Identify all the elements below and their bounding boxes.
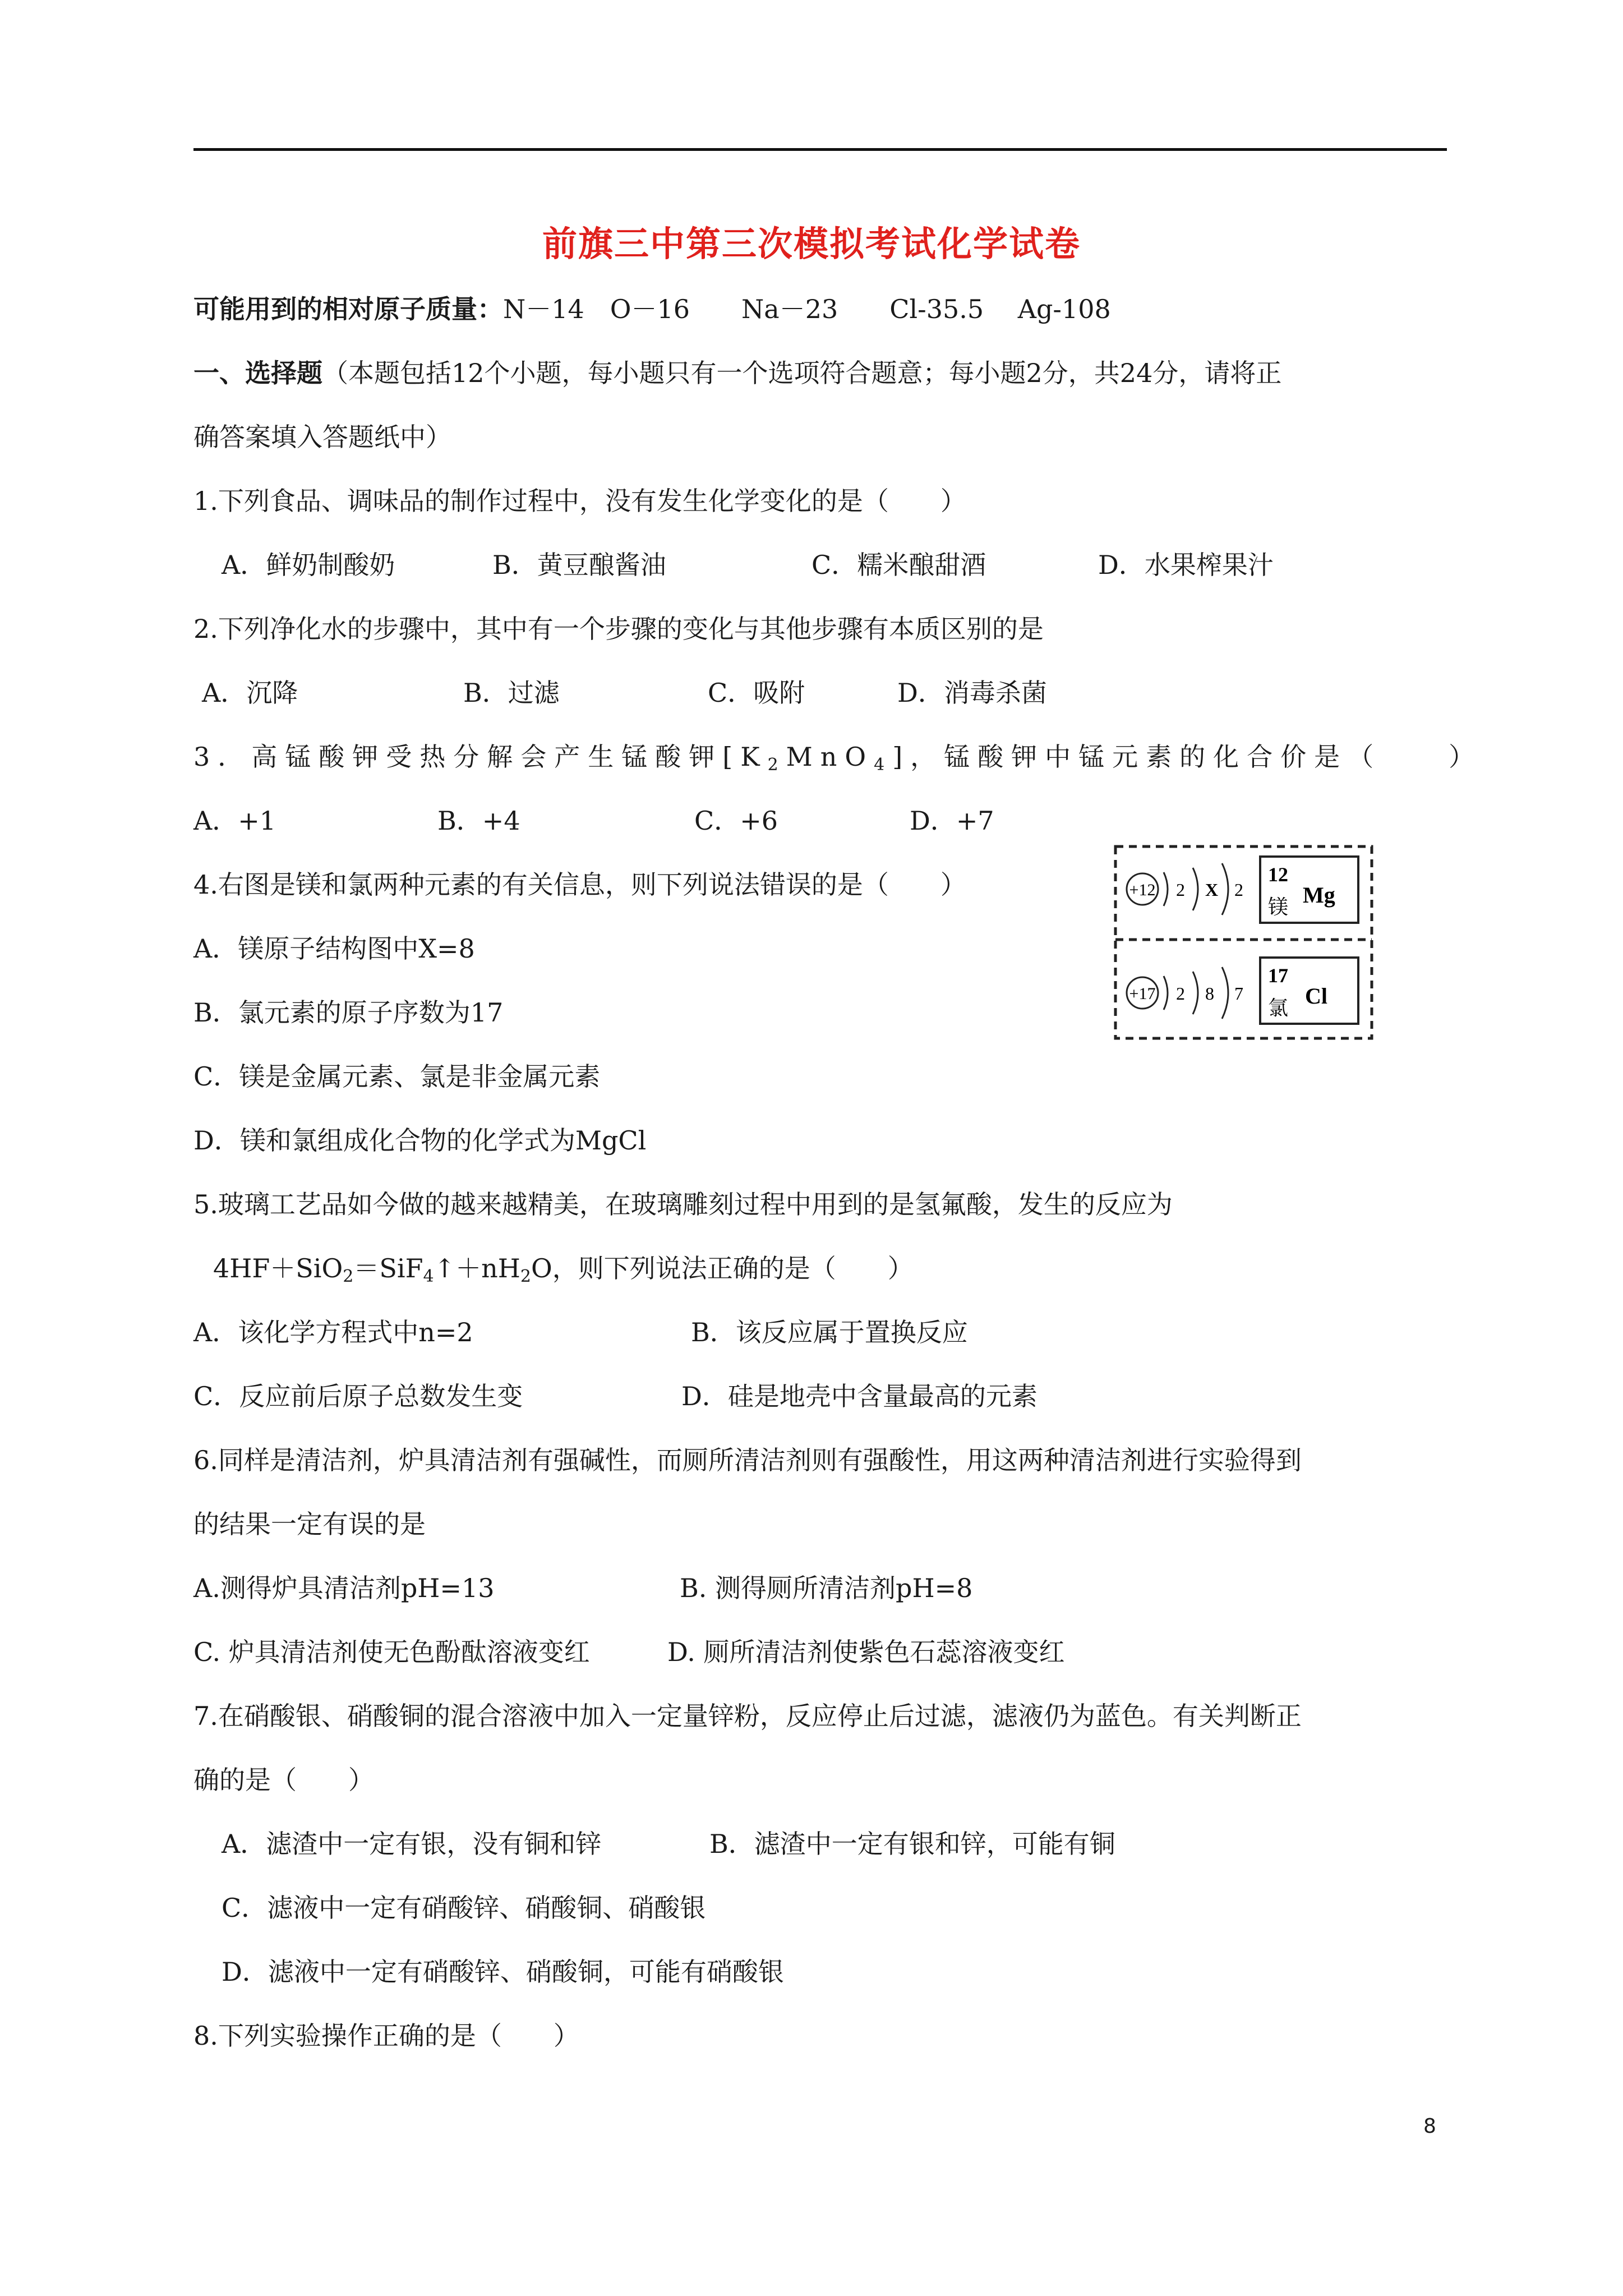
cl-element-card bbox=[1260, 958, 1358, 1024]
q6-option-b: B. 测得厕所清洁剂pH=8 bbox=[680, 1573, 973, 1603]
q3-option-b: B．+4 bbox=[437, 806, 520, 836]
cl-element-symbol: Cl bbox=[1305, 983, 1327, 1009]
q7-option-c: C．滤液中一定有硝酸锌、硝酸铜、硝酸银 bbox=[222, 1893, 706, 1923]
section1-desc: （本题包括12个小题，每小题只有一个选项符合题意；每小题2分，共24分，请将正 bbox=[322, 358, 1282, 388]
q5-eq-part-1: 4HF＋SiO bbox=[213, 1253, 343, 1283]
q2-stem: 2.下列净化水的步骤中，其中有一个步骤的变化与其他步骤有本质区别的是 bbox=[193, 614, 1044, 644]
q5-eq-part-2: ＝SiF bbox=[353, 1253, 423, 1283]
q7-stem-cont: 确的是（ ） bbox=[193, 1765, 374, 1795]
q5-eq-sub-3: 2 bbox=[520, 1267, 531, 1286]
q1-option-b: B．黄豆酿酱油 bbox=[492, 550, 666, 580]
q4-option-a: A．镁原子结构图中X=8 bbox=[193, 933, 475, 964]
q2-option-d: D．消毒杀菌 bbox=[897, 678, 1047, 708]
atomic-mass-values: N－14 O－16 Na－23 Cl-35.5 Ag-108 bbox=[503, 294, 1111, 324]
q5-eq-sub-2: 4 bbox=[423, 1267, 434, 1286]
mg-shell-3: 2 bbox=[1234, 880, 1243, 900]
q5-option-a: A．该化学方程式中n=2 bbox=[193, 1317, 473, 1347]
q4-stem: 4.右图是镁和氯两种元素的有关信息，则下列说法错误的是（ ） bbox=[193, 869, 966, 900]
page-number: 8 bbox=[1423, 2115, 1436, 2138]
q5-equation bbox=[213, 1251, 914, 1294]
cl-shell-2: 8 bbox=[1205, 983, 1214, 1004]
q4-option-c: C．镁是金属元素、氯是非金属元素 bbox=[193, 1061, 601, 1092]
q1-option-a: A．鲜奶制酸奶 bbox=[222, 550, 395, 580]
q1-stem: 1.下列食品、调味品的制作过程中，没有发生化学变化的是（ ） bbox=[193, 486, 966, 516]
mg-element-symbol: Mg bbox=[1303, 882, 1335, 908]
q5-eq-sub-1: 2 bbox=[343, 1267, 354, 1286]
mg-element-card bbox=[1260, 857, 1358, 923]
cl-atomic-number: 17 bbox=[1268, 964, 1288, 987]
cl-element-name: 氯 bbox=[1268, 997, 1289, 1019]
q3-sub-1: 2 bbox=[767, 755, 786, 775]
q5-eq-part-3: ↑＋nH bbox=[434, 1253, 520, 1283]
q6-stem: 6.同样是清洁剂，炉具清洁剂有强碱性，而厕所清洁剂则有强酸性，用这两种清洁剂进行实验得到 bbox=[193, 1445, 1302, 1475]
cl-shell-1: 2 bbox=[1176, 983, 1185, 1004]
q5-stem: 5.玻璃工艺品如今做的越来越精美，在玻璃雕刻过程中用到的是氢氟酸，发生的反应为 bbox=[193, 1189, 1173, 1220]
mg-element-name: 镁 bbox=[1268, 896, 1289, 918]
q6-option-a: A.测得炉具清洁剂pH=13 bbox=[193, 1573, 495, 1603]
q4-option-d: D．镁和氯组成化合物的化学式为MgCl bbox=[193, 1125, 647, 1156]
q3-option-a: A．+1 bbox=[193, 806, 276, 836]
q2-option-c: C．吸附 bbox=[708, 678, 805, 708]
header-rule bbox=[193, 148, 1447, 151]
q7-option-b: B．滤渣中一定有银和锌，可能有铜 bbox=[709, 1829, 1115, 1859]
q1-option-c: C．糯米酿甜酒 bbox=[811, 550, 986, 580]
q3-stem bbox=[193, 739, 1482, 783]
section1-heading: 一、选择题 bbox=[193, 358, 322, 388]
q5-option-b: B．该反应属于置换反应 bbox=[691, 1317, 968, 1347]
q5-option-c: C．反应前后原子总数发生变 bbox=[193, 1381, 523, 1411]
q3-stem-pre: 3．高锰酸钾受热分解会产生锰酸钾[K bbox=[193, 742, 768, 772]
q7-stem: 7.在硝酸银、硝酸铜的混合溶液中加入一定量锌粉，反应停止后过滤，滤液仍为蓝色。有关判断正 bbox=[193, 1701, 1302, 1731]
section1-desc-cont: 确答案填入答题纸中） bbox=[193, 422, 451, 452]
q3-sub-2: 4 bbox=[874, 755, 893, 775]
q3-stem-post: ]，锰酸钾中锰元素的化合价是（ ） bbox=[892, 742, 1483, 772]
mg-atom-structure bbox=[1127, 863, 1243, 915]
q6-option-c: C. 炉具清洁剂使无色酚酞溶液变红 bbox=[193, 1637, 590, 1667]
mg-nucleus-charge: +12 bbox=[1129, 881, 1156, 899]
q2-option-a: A．沉降 bbox=[202, 678, 298, 708]
cl-atom-structure bbox=[1127, 967, 1243, 1019]
mg-shell-1: 2 bbox=[1176, 880, 1185, 900]
cl-nucleus-charge: +17 bbox=[1129, 984, 1156, 1003]
q7-option-d: D．滤液中一定有硝酸锌、硝酸铜，可能有硝酸银 bbox=[222, 1957, 784, 1987]
mg-cl-structure-diagram bbox=[1113, 844, 1374, 1041]
mg-atomic-number: 12 bbox=[1268, 863, 1288, 886]
q8-stem: 8.下列实验操作正确的是（ ） bbox=[193, 2021, 579, 2051]
q1-option-d: D．水果榨果汁 bbox=[1098, 550, 1274, 580]
atomic-mass-label: 可能用到的相对原子质量： bbox=[193, 294, 503, 324]
q4-option-b: B．氯元素的原子序数为17 bbox=[193, 997, 504, 1028]
q5-option-d: D．硅是地壳中含量最高的元素 bbox=[681, 1381, 1038, 1411]
q6-stem-cont: 的结果一定有误的是 bbox=[193, 1509, 426, 1539]
atomic-mass-line bbox=[193, 292, 1111, 326]
q2-option-b: B．过滤 bbox=[463, 678, 560, 708]
q7-option-a: A．滤渣中一定有银，没有铜和锌 bbox=[222, 1829, 602, 1859]
q3-stem-mid: MnO bbox=[786, 742, 874, 772]
q5-eq-part-4: O，则下列说法正确的是（ ） bbox=[531, 1253, 914, 1283]
section1-intro bbox=[193, 356, 1281, 390]
mg-shell-2: X bbox=[1205, 880, 1219, 900]
q3-option-c: C．+6 bbox=[694, 806, 778, 836]
q6-option-d: D. 厕所清洁剂使紫色石蕊溶液变红 bbox=[667, 1637, 1065, 1667]
q3-option-d: D．+7 bbox=[910, 806, 994, 836]
cl-shell-3: 7 bbox=[1234, 983, 1243, 1004]
exam-title: 前旗三中第三次模拟考试化学试卷 bbox=[542, 223, 1081, 264]
